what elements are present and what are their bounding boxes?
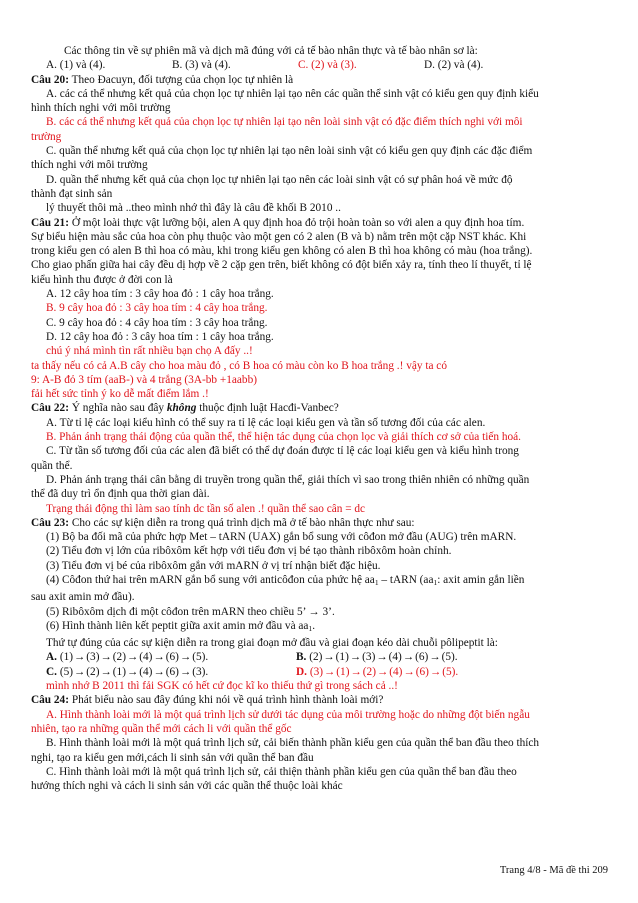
q22-option-d-line2: thể đã duy trì ổn định qua thời gian dài. [31,488,210,501]
q23-event-4-part1: (4) Côđon thứ hai trên mARN gắn bổ sung với anticôđon của phức hệ aa [46,573,375,586]
q20-stem [31,73,614,87]
q23-event-6-sub: 1 [308,623,313,633]
step: (1) [335,651,349,664]
q21-note2: ta thấy nếu có cả A.B cây cho hoa màu đỏ , có B hoa có màu còn ko B hoa trắng .! vậy ta có [31,359,447,372]
q21-stem-text: Ở một loài thực vật lưỡng bội, alen A quy định hoa đỏ trội hoàn toàn so với alen a quy định hoa tím. [71,216,525,229]
q22-option-c-line2: quần thể. [31,459,73,472]
q24-option-b-line1: B. Hình thành loài mới là một quá trình lịch sử, cải biến thành phần kiểu gen của quần thể ban đầu theo thích [46,737,540,750]
q23-event-4-part2: – tARN (aa [378,573,434,586]
q24-option-c-line1: C. Hình thành loài mới là một quá trình lịch sử, cải thiện thành phần kiểu gen của quần thể ban đầu theo [46,765,517,778]
step: (4) [139,665,153,678]
step: (6) [415,665,429,678]
step: (4) [388,651,402,664]
arrow-icon: → [324,665,336,678]
q20-option-a-line1: A. các cá thể nhưng kết quả của chọn lọc tự nhiên lại tạo nên các quần thể sinh vật có kiểu gen quy định kiểu [46,87,539,100]
page-footer: Trang 4/8 - Mã đề thi 209 [499,865,608,876]
step: (6) [165,665,179,678]
q22-stem [31,401,614,415]
q21-stem-line4: Cho giao phấn giữa hai cây đều dị hợp về 2 cặp gen trên, biết không có đột biến xảy ra, tính theo lí thuyết, tỉ lệ [31,259,532,272]
option-label: B. [296,651,310,664]
arrow-icon: → [349,651,362,664]
step: (5). [192,651,209,664]
arrow-icon: → [350,665,362,678]
option-label: C. [46,665,60,678]
step: (2) [309,651,323,664]
q23-event-1: (1) Bộ ba đối mã của phức hợp Met – tARN (UAX) gắn bổ sung với côđon mở đầu (AUG) trên mARN. [46,531,517,544]
q24-stem-text: Phát biểu nào sau đây đúng khi nói về quá trình hình thành loài mới? [71,694,384,707]
step: (3). [192,665,209,678]
step: (1) [336,665,350,678]
q23-event-5-part2: 3’. [319,605,335,618]
q23-label: Câu 23: [31,516,69,529]
q21-option-d: D. 12 cây hoa đỏ : 3 cây hoa tím : 1 cây hoa trắng. [46,330,274,343]
arrow-icon: → [402,651,415,664]
step: (2) [112,651,126,664]
q22-option-a: A. Từ tỉ lệ các loại kiểu hình có thể suy ra tỉ lệ các loại kiểu gen và tần số tương đối của các alen. [46,416,486,429]
q22-note: Trạng thái động thì làm sao tính dc tần số alen .! quần thể sao cân = dc [46,502,366,515]
q19-option-b: B. (3) và (4). [172,59,231,72]
q24-option-a-line1: A. Hình thành loài mới là một quá trình lịch sử dưới tác dụng của môi trường hoặc do những đột biến ngẫu [46,708,530,721]
step: (3) [86,651,100,664]
q21-option-c: C. 9 cây hoa đỏ : 4 cây hoa tím : 3 cây hoa trắng. [46,316,268,329]
q21-stem-line3: trong kiểu gen có alen B thì hoa có màu, khi trong kiểu gen không có alen B thì hoa không có màu (hoa trắng). [31,245,533,258]
arrow-icon: → [179,665,192,678]
q21-option-a: A. 12 cây hoa tím : 3 cây hoa đỏ : 1 cây hoa trắng. [46,288,274,301]
arrow-icon: → [100,665,112,678]
page-content [31,44,614,793]
step: (6) [165,651,179,664]
q24-option-b-line2: nghi, tạo ra kiểu gen mới,cách li sinh sản với quần thể ban đầu [31,751,314,764]
q23-options [31,650,614,679]
arrow-icon: → [403,665,415,678]
step: (3) [362,651,376,664]
q22-stem-pre: Ý nghĩa nào sau đây [71,402,167,415]
q22-option-d-line1: D. Phản ánh trạng thái cân bằng di truyền trong quần thể, giải thích vì sao trong thiên nhiên có những quần [46,473,530,486]
q23-event-4-line1 [31,573,614,590]
q19-option-c: C. (2) và (3). [298,59,357,72]
step: (4) [389,665,403,678]
q22-option-c-line1: C. Từ tần số tương đối của các alen đã biết có thể dự đoán được tỉ lệ các loại kiểu gen và kiểu hình trong [46,445,519,458]
q22-label: Câu 22: [31,402,69,415]
q20-option-d-line1: D. quần thể nhưng kết quả của chọn lọc tự nhiên lại tạo nên các loài sinh vật có sự phân hoá về mức độ [46,173,513,186]
q24-label: Câu 24: [31,694,69,707]
q23-event-4-line2: sau axit amin mở đầu). [31,591,135,604]
arrow-icon: → [126,665,139,678]
arrow-icon: → [126,651,139,664]
q23-option-c [46,665,296,679]
q19-stem-tail: Các thông tin về sự phiên mã và dịch mã đúng với cả tế bào nhân thực và tế bào nhân sơ là: [64,45,478,57]
arrow-icon: → [308,605,320,618]
q19-options [31,58,614,72]
arrow-icon: → [179,651,192,664]
q20-option-b-line1: B. các cá thể nhưng kết quả của chọn lọc tự nhiên lại tạo nên loài sinh vật có đặc điểm thích nghi với môi [46,116,523,129]
q20-note: lý thuyết thôi mà ..theo mình nhớ thì đây là câu đề khối B 2010 .. [46,202,341,215]
step: (5). [442,665,459,678]
q23-option-d [296,665,546,679]
step: (5). [441,651,458,664]
q24-option-a-line2: nhiên, tạo ra những quần thể mới cách li với quần thể gốc [31,722,292,735]
option-label: D. [296,665,310,678]
q22-option-b: B. Phản ánh trạng thái động của quần thể, thể hiện tác dụng của chọn lọc và giải thích cơ sở của tiến hoá. [46,431,521,444]
arrow-icon: → [376,665,389,678]
arrow-icon: → [74,665,86,678]
step: (4) [139,651,153,664]
arrow-icon: → [74,651,86,664]
q19-option-d: D. (2) và (4). [424,59,484,72]
step: (1) [112,665,126,678]
q23-event-6-part2: . [312,619,316,632]
q23-event-5-part1: (5) Ribôxôm dịch đi một côđon trên mARN theo chiều 5’ [46,605,309,618]
step: (5) [59,665,73,678]
q23-event-4-part3: : axit amin gắn liền [437,573,525,586]
arrow-icon: → [100,651,112,664]
q23-option-a [46,650,296,664]
step: (1) [59,651,73,664]
q23-event-4-sub2: 1 [433,577,438,587]
step: (2) [362,665,376,678]
q20-stem-text: Theo Đacuyn, đối tượng của chọn lọc tự nhiên là [71,73,294,86]
q23-event-6 [31,619,614,636]
q20-option-b-line2: trường [31,130,62,143]
q23-ask: Thứ tự đúng của các sự kiện diễn ra trong giai đoạn mở đầu và giai đoạn kéo dài chuỗi pôlipeptit là: [46,637,498,650]
q20-option-a-line2: hình thích nghi với môi trường [31,102,171,115]
q19-option-a: A. (1) và (4). [46,59,106,72]
q23-note: mình nhớ B 2011 thì fải SGK có hết cứ đọc kĩ ko thiếu thứ gì trong sách cả ..! [46,680,398,693]
option-label: A. [46,651,60,664]
q23-stem [31,516,614,530]
q21-stem-line1 [31,216,614,230]
q23-event-5 [31,605,614,619]
q20-label: Câu 20: [31,73,69,86]
q24-stem [31,693,614,707]
arrow-icon: → [153,651,165,664]
q24-option-c-line2: hướng thích nghi và cách li sinh sản với các quần thể thuộc loài khác [31,780,343,793]
step: (2) [86,665,100,678]
q21-note4: fải hết sức tỉnh ý ko dễ mất điểm lắm .! [31,388,209,401]
q21-option-b: B. 9 cây hoa đỏ : 3 cây hoa tím : 4 cây hoa trắng. [46,302,268,315]
arrow-icon: → [376,651,388,664]
q23-event-3: (3) Tiểu đơn vị bé của ribôxôm gắn với mARN ở vị trí nhận biết đặc hiệu. [46,559,381,572]
q21-label: Câu 21: [31,216,69,229]
arrow-icon: → [429,665,442,678]
q23-option-b [296,650,546,664]
arrow-icon: → [153,665,165,678]
q20-option-c-line2: thích nghi với môi trường [31,159,148,172]
q23-stem-text: Cho các sự kiện diễn ra trong quá trình dịch mã ở tế bào nhân thực như sau: [71,516,415,529]
step: (6) [415,651,429,664]
q21-note3: 9: A-B đỏ 3 tím (aaB-) và 4 trắng (3A-bb +1aabb) [31,373,257,386]
q20-option-c-line1: C. quần thể nhưng kết quả của chọn lọc tự nhiên lại tạo nên loài sinh vật có kiểu gen quy định các đặc điểm [46,145,533,158]
q21-note1: chú ý nhá mình tìn rất nhiều bạn chọ A đấy ..! [46,345,253,358]
q22-stem-emphasis: không [166,402,197,415]
q23-event-4-sub1: 1 [374,577,379,587]
arrow-icon: → [323,651,335,664]
q23-event-6-part1: (6) Hình thành liên kết peptit giữa axit amin mở đầu và aa [46,619,309,632]
arrow-icon: → [429,651,441,664]
q21-stem-line2: Sự biểu hiện màu sắc của hoa còn phụ thuộc vào một gen có 2 alen (B và b) nằm trên một cặp NST khác. Khi [31,230,527,243]
q22-stem-post: thuộc định luật Hacđi-Vanbec? [196,402,339,415]
q20-option-d-line2: thành đạt sinh sản [31,187,113,200]
step: (3) [309,665,323,678]
q23-event-2: (2) Tiểu đơn vị lớn của ribôxôm kết hợp với tiểu đơn vị bé tạo thành ribôxôm hoàn chỉnh. [46,545,452,558]
q21-stem-line5: kiểu hình thu được ở đời con là [31,273,173,286]
